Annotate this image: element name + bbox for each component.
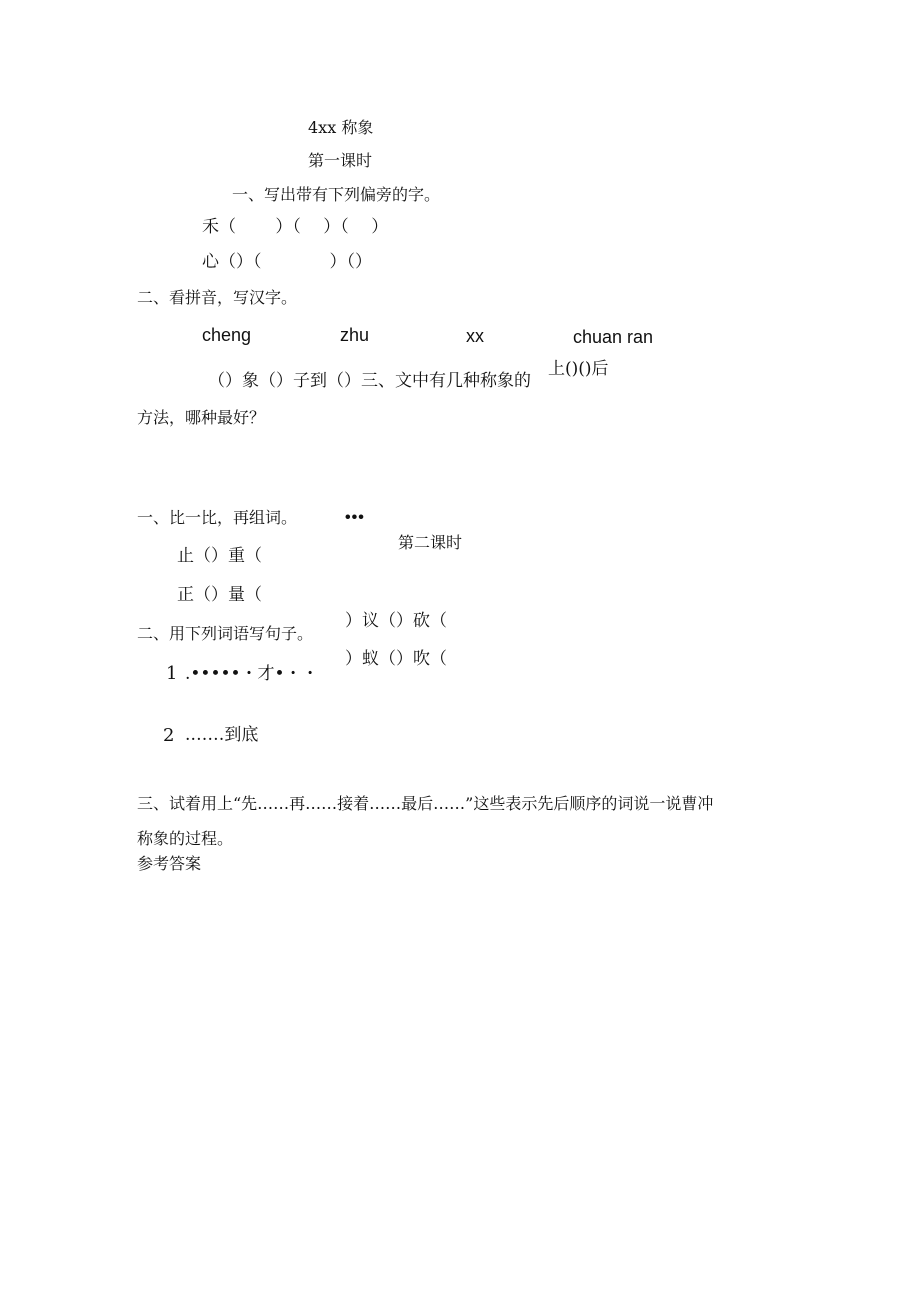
l1-q3-continuation: 方法，哪种最好？: [137, 408, 266, 427]
lesson2-subtitle: 第二课时: [398, 533, 463, 552]
pinyin-xx: xx: [466, 326, 484, 346]
l2-q3-heading: 三、试着用上“先……再……接着……最后……”这些表示先后顺序的词说一说曹冲: [137, 794, 714, 813]
l2-q1-left-row1: 止（）重（: [177, 546, 262, 566]
l2-q2-item2-number: 2: [163, 725, 175, 746]
pinyin-zhu: zhu: [340, 325, 370, 345]
answers-heading: 参考答案: [137, 854, 202, 873]
pinyin-cheng: cheng: [202, 325, 252, 345]
lesson-title: 4xx 称象: [308, 118, 374, 137]
l2-q3-continuation: 称象的过程。: [137, 829, 234, 848]
pinyin-chuan-ran: chuan ran: [573, 327, 654, 347]
l2-q2-item1-number: 1: [166, 663, 178, 684]
l2-q1-right-row1: ）议（）砍（: [345, 611, 447, 631]
lesson1-subtitle: 第一课时: [308, 151, 373, 170]
l2-q2-item2-text: .……到底: [185, 725, 259, 745]
l1-q2-heading: 二、看拼音，写汉字。: [137, 288, 298, 307]
l2-q1-left-row2: 正（）量（: [177, 585, 262, 605]
l1-q1-heading: 一、写出带有下列偏旁的字。: [232, 185, 441, 204]
l1-q2-blanks-row: （）象（）子到（）三、文中有几种称象的: [208, 371, 531, 391]
emphasis-dots: •••: [345, 509, 365, 526]
l1-q1-row-he: 禾（ ）（ ）（ ）: [202, 217, 389, 237]
l1-q2-blanks-right: 上()()后: [548, 359, 609, 379]
l1-q1-row-xin: 心（）（ ）（）: [202, 252, 372, 272]
l2-q2-heading: 二、用下列词语写句子。: [137, 624, 314, 643]
l2-q1-right-row2: ）蚁（）吹（: [345, 649, 447, 669]
l2-q1-heading: 一、比一比，再组词。: [137, 508, 298, 527]
l2-q2-item1-text: .•••••・才•・・: [185, 664, 319, 684]
